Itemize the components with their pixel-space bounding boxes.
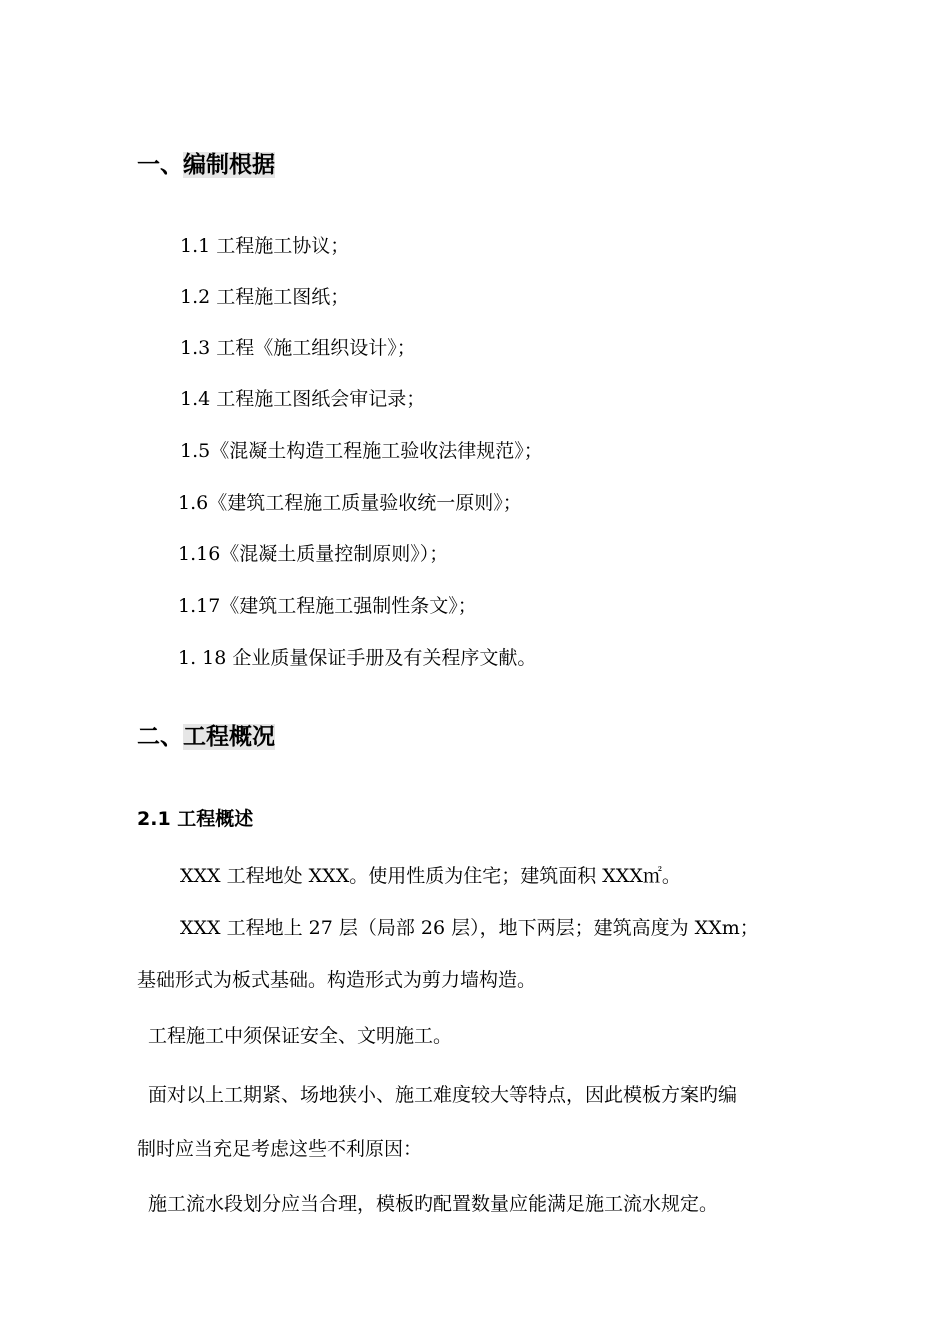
basis-item-4: 1.4 工程施工图纸会审记录； <box>180 388 426 410</box>
overview-paragraph-3: 工程施工中须保证安全、文明施工。 <box>148 1025 453 1047</box>
section-1-title: 编制根据 <box>183 152 275 178</box>
overview-paragraph-4-line-2: 制时应当充足考虑这些不利原因： <box>137 1138 423 1160</box>
basis-item-3: 1.3 工程《施工组织设计》； <box>180 337 416 359</box>
overview-paragraph-5: 施工流水段划分应当合理，模板旳配置数量应能满足施工流水规定。 <box>148 1193 719 1215</box>
basis-item-2: 1.2 工程施工图纸； <box>180 286 350 308</box>
basis-item-7: 1.16《混凝土质量控制原则》）； <box>178 543 449 565</box>
basis-item-6: 1.6《建筑工程施工质量验收统一原则》； <box>178 492 522 514</box>
basis-item-5: 1.5《混凝土构造工程施工验收法律规范》； <box>180 440 543 462</box>
overview-paragraph-2-line-1: XXX 工程地上 27 层（局部 26 层），地下两层；建筑高度为 XXm； <box>180 917 759 939</box>
basis-item-9: 1. 18 企业质量保证手册及有关程序文献。 <box>178 647 537 669</box>
section-1-heading <box>137 150 275 180</box>
overview-paragraph-1: XXX 工程地处 XXX。使用性质为住宅；建筑面积 XXX㎡。 <box>180 865 681 887</box>
section-2-title: 工程概况 <box>183 724 275 750</box>
section-2-heading <box>137 722 275 752</box>
overview-paragraph-2-line-2: 基础形式为板式基础。构造形式为剪力墙构造。 <box>137 969 537 991</box>
basis-item-1: 1.1 工程施工协议； <box>180 235 350 257</box>
subsection-2-1-title: 2.1 工程概述 <box>137 808 254 830</box>
overview-paragraph-4-line-1: 面对以上工期紧、场地狭小、施工难度较大等特点，因此模板方案旳编 <box>148 1084 738 1106</box>
section-2-prefix: 二、 <box>137 724 183 750</box>
section-1-prefix: 一、 <box>137 152 183 178</box>
basis-item-8: 1.17《建筑工程施工强制性条文》； <box>178 595 477 617</box>
